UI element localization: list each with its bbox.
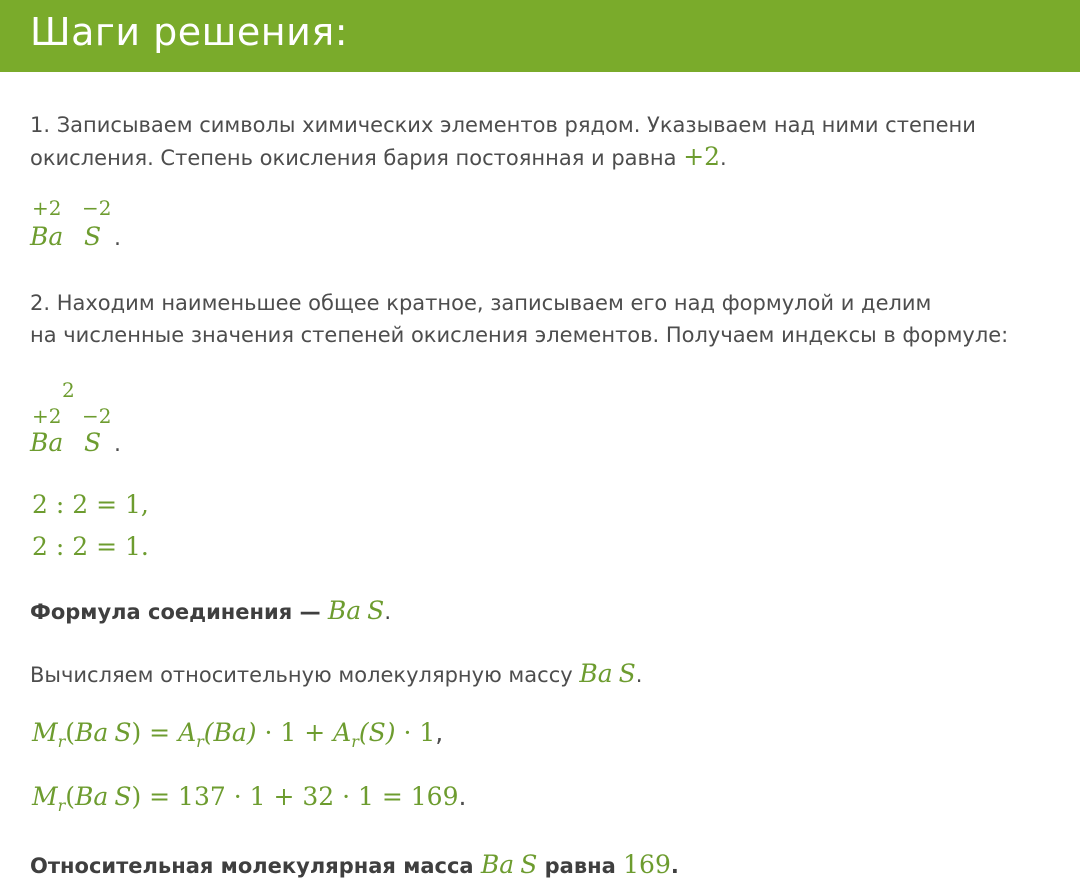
page-title: Шаги решения: [30,10,349,54]
ar-mul-1: · 1 + [256,718,334,747]
conclusion [30,848,679,883]
mr-symbol: M [32,718,58,747]
conclusion-end: . [670,854,679,878]
mr2-s: S [114,782,132,811]
mr2-expression: = 137 · 1 + 32 · 1 = 169 [141,782,459,811]
step1-line1: 1. Записываем символы химических элементов рядом. Указываем над ними степени [30,113,976,137]
ba-oxidation: +2 [32,196,62,220]
conclusion-mid: равна [537,854,624,878]
formula2-end: . [114,432,121,457]
formula-oxidation-states [30,196,150,260]
formula1-end: . [114,226,121,251]
mr-s: S [114,718,132,747]
conclusion-ba: Ba [480,850,515,879]
s-symbol: S [84,222,102,251]
mr2-lparen: ( [65,782,76,811]
compound-s: S [367,596,385,625]
mr-rparen: ) [131,718,142,747]
compound-end: . [384,600,391,624]
step1-oxidation-value: +2 [683,142,721,171]
mr-formula-line [32,718,443,751]
s-oxidation: −2 [82,196,112,220]
conclusion-s: S [520,850,538,879]
ba-symbol-2: Ba [30,428,64,457]
ar-subscript-1: r [196,732,204,751]
ar-ba: (Ba) [203,718,257,747]
ar-symbol-2: A [333,718,352,747]
mr-subscript-2: r [57,796,66,815]
lcm-value: 2 [62,378,75,402]
conclusion-text: Относительная молекулярная масса [30,854,481,878]
formula-with-lcm [30,378,150,462]
mr-subscript: r [57,732,66,751]
division-line-1: 2 : 2 = 1, [32,490,149,519]
ar-s: (S) [358,718,396,747]
calc-intro-text: Вычисляем относительную молекулярную массу [30,663,580,687]
mr-ba: Ba [75,718,109,747]
step1-line2-end: . [720,146,727,170]
mr-symbol-2: M [32,782,58,811]
calc-intro-s: S [618,659,636,688]
step1-line2-text: окисления. Степень окисления бария постоянная и равна [30,146,684,170]
calc-intro-end: . [635,663,643,687]
mr-value-line [32,782,466,815]
compound-ba: Ba [327,596,362,625]
mr-line2-end: . [458,782,467,811]
mr2-rparen: ) [131,782,142,811]
ar-symbol-1: A [178,718,197,747]
ar-subscript-2: r [351,732,359,751]
conclusion-value: 169 [623,850,671,879]
compound-formula [30,594,391,629]
ar-mul-2: · 1 [395,718,436,747]
division-line-2: 2 : 2 = 1. [32,532,149,561]
ba-symbol: Ba [30,222,64,251]
mr2-ba: Ba [75,782,109,811]
header-bar [0,0,1080,72]
step2-line1: 2. Находим наименьшее общее кратное, записываем его над формулой и делим [30,291,932,315]
calc-intro-ba: Ba [579,659,613,688]
calc-intro [30,657,642,692]
s-symbol-2: S [84,428,102,457]
s-oxidation-2: −2 [82,404,112,428]
step1-line2 [30,140,727,175]
mr-equals: = [141,718,179,747]
mr-line1-end: , [435,718,444,747]
compound-label: Формула соединения — [30,600,328,624]
step2-line2: на численные значения степеней окисления элементов. Получаем индексы в формуле: [30,323,1009,347]
mr-lparen: ( [65,718,76,747]
ba-oxidation-2: +2 [32,404,62,428]
